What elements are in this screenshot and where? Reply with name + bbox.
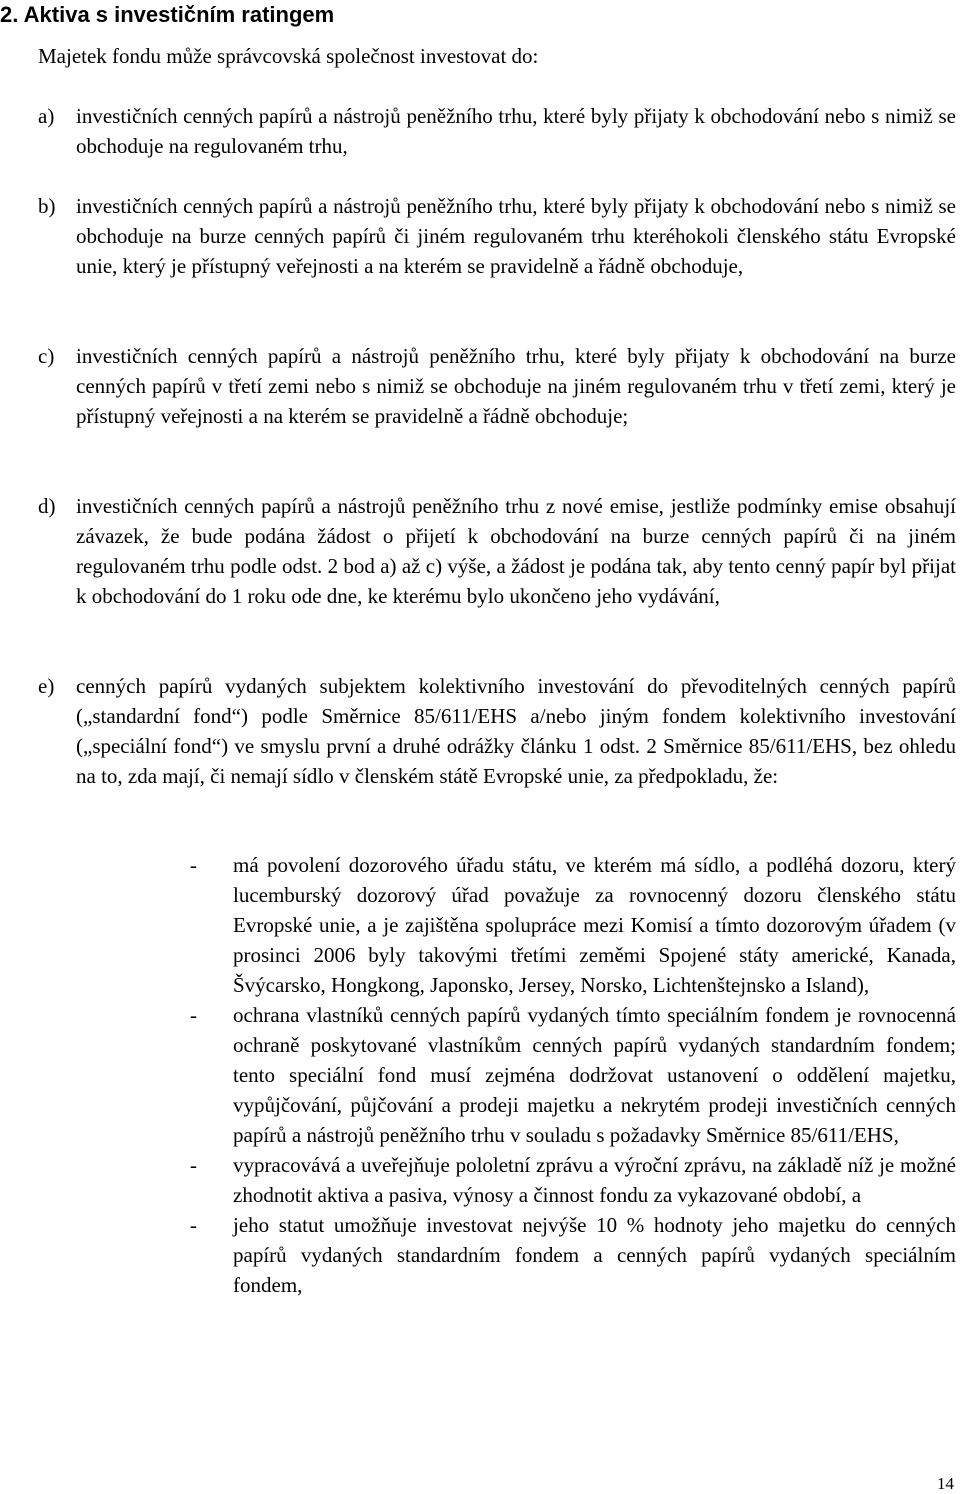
- list-item-e: [38, 671, 956, 791]
- bullet-dash: -: [190, 1153, 197, 1177]
- bullet-text: jeho statut umožňuje investovat nejvýše 10 % hodnoty jeho majetku do cenných papírů vydaných standardním fondem a cenných papírů vydaných speciálním fondem,: [233, 1213, 956, 1297]
- list-item-letter: e): [38, 674, 55, 698]
- list-item-text: investičních cenných papírů a nástrojů peněžního trhu z nové emise, jestliže podmínky emise obsahují závazek, že bude podána žádost o přijetí k obchodování na burze cenných papírů či na jiném regulovaném trhu podle odst. 2 bod a) až c) výše, a žádost je podána tak, aby tento cenný papír byl přijat k obchodování do 1 roku ode dne, ke kterému bylo ukončeno jeho vydávání,: [76, 494, 956, 608]
- condition-bullet-list: [190, 850, 956, 1300]
- bullet-text: ochrana vlastníků cenných papírů vydaných tímto speciálním fondem je rovnocenná ochraně poskytované vlastníkům cenných papírů vydaných standardním fondem; tento speciální fond musí zejména dodržovat ustanovení o oddělení majetku, vypůjčování, půjčování a prodeji majetku a nekrytém prodeji investičních cenných papírů a nástrojů peněžního trhu v souladu s požadavky Směrnice 85/611/EHS,: [233, 1003, 956, 1147]
- list-item-letter: c): [38, 344, 55, 368]
- bullet-item: [190, 1000, 956, 1150]
- list-item-text: investičních cenných papírů a nástrojů peněžního trhu, které byly přijaty k obchodování nebo s nimiž se obchoduje na regulovaném trhu,: [76, 104, 956, 158]
- bullet-item: [190, 1150, 956, 1210]
- bullet-dash: -: [190, 853, 197, 877]
- list-item-d: [38, 491, 956, 611]
- list-item-text: investičních cenných papírů a nástrojů peněžního trhu, které byly přijaty k obchodování nebo s nimiž se obchoduje na burze cenných papírů či jiném regulovaném trhu kteréhokoli členského státu Evropské unie, který je přístupný veřejnosti a na kterém se pravidelně a řádně obchoduje,: [76, 194, 956, 278]
- bullet-dash: -: [190, 1003, 197, 1027]
- list-item-letter: b): [38, 194, 56, 218]
- bullet-dash: -: [190, 1213, 197, 1237]
- list-item-letter: a): [38, 104, 55, 128]
- bullet-text: má povolení dozorového úřadu státu, ve kterém má sídlo, a podléhá dozoru, který lucemburský dozorový úřad považuje za rovnocenný dozoru členského státu Evropské unie, a je zajištěna spolupráce mezi Komisí a tímto dozorovým úřadem (v prosinci 2006 byly takovými třetími zeměmi Spojené státy americké, Kanada, Švýcarsko, Hongkong, Japonsko, Jersey, Norsko, Lichtenštejnsko a Island),: [233, 853, 956, 997]
- list-item-a: [38, 101, 956, 161]
- bullet-item: [190, 850, 956, 1000]
- bullet-text: vypracovává a uveřejňuje pololetní zprávu a výroční zprávu, na základě níž je možné zhodnotit aktiva a pasiva, výnosy a činnost fondu za vykazované období, a: [233, 1153, 956, 1207]
- list-item-letter: d): [38, 494, 56, 518]
- list-item-text: cenných papírů vydaných subjektem kolektivního investování do převoditelných cenných papírů („standardní fond“) podle Směrnice 85/611/EHS a/nebo jiným fondem kolektivního investování („speciální fond“) ve smyslu první a druhé odrážky článku 1 odst. 2 Směrnice 85/611/EHS, bez ohledu na to, zda mají, či nemají sídlo v členském státě Evropské unie, za předpokladu, že:: [76, 674, 956, 788]
- section-heading: 2. Aktiva s investičním ratingem: [0, 2, 335, 27]
- page-number: 14: [937, 1474, 954, 1493]
- list-item-c: [38, 341, 956, 431]
- intro-paragraph: Majetek fondu může správcovská společnost investovat do:: [38, 44, 539, 68]
- bullet-item: [190, 1210, 956, 1300]
- list-item-b: [38, 191, 956, 281]
- list-item-text: investičních cenných papírů a nástrojů peněžního trhu, které byly přijaty k obchodování na burze cenných papírů v třetí zemi nebo s nimiž se obchoduje na jiném regulovaném trhu v třetí zemi, který je přístupný veřejnosti a na kterém se pravidelně a řádně obchoduje;: [76, 344, 956, 428]
